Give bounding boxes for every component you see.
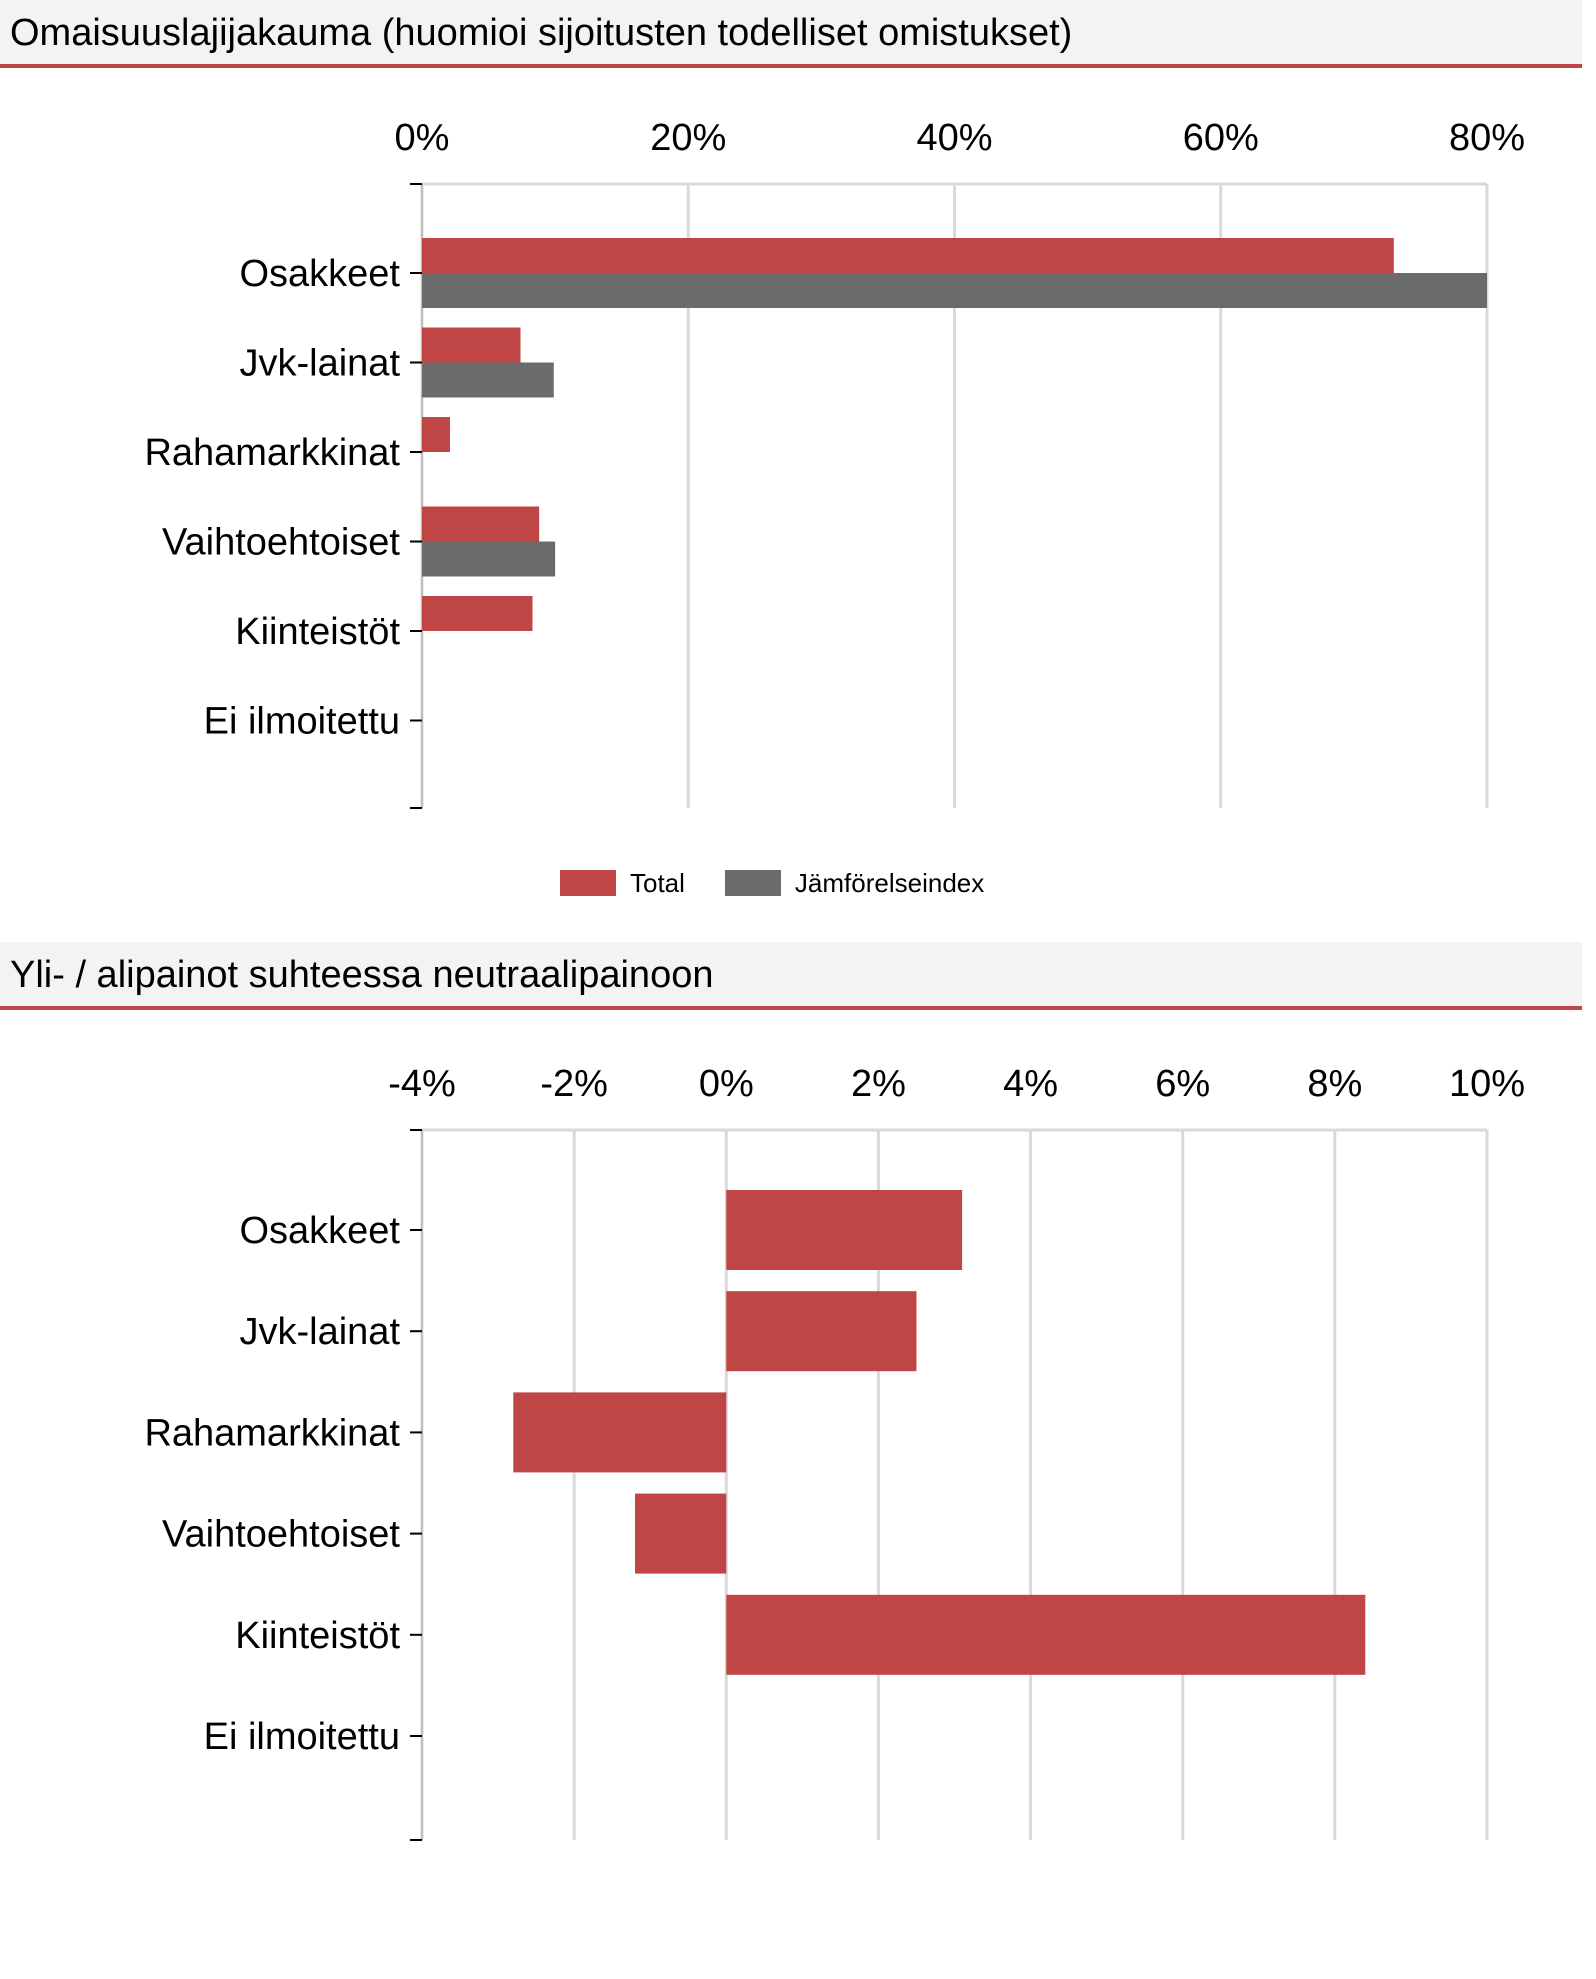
chart1-category-label: Vaihtoehtoiset bbox=[161, 521, 400, 564]
chart2-category-label: Ei ilmoitettu bbox=[203, 1716, 400, 1758]
chart1-tick-label: 40% bbox=[916, 117, 993, 159]
chart1-category-label: Ei ilmoitettu bbox=[203, 700, 400, 743]
chart1-bar-total bbox=[422, 596, 532, 631]
chart1-tick-label: 20% bbox=[650, 117, 727, 159]
chart2-bar-total bbox=[726, 1595, 1365, 1675]
chart2-tick-label: -2% bbox=[540, 1063, 608, 1105]
chart1-bar-total bbox=[422, 238, 1394, 273]
chart1-category-label: Rahamarkkinat bbox=[144, 432, 400, 474]
chart1-bar-jämförelseindex bbox=[422, 273, 1487, 308]
chart1-bar-jämförelseindex bbox=[422, 363, 554, 398]
chart1-category-label: Kiinteistöt bbox=[235, 611, 400, 653]
chart2-title: Yli- / alipainot suhteessa neutraalipainoon bbox=[10, 954, 714, 996]
chart2-bar-total bbox=[635, 1494, 726, 1574]
chart1-bar-total bbox=[422, 328, 521, 363]
chart2-tick-label: 10% bbox=[1448, 1063, 1526, 1105]
chart2-category-label: Vaihtoehtoiset bbox=[161, 1513, 400, 1556]
allocation-chart bbox=[0, 0, 1596, 940]
legend-swatch-total bbox=[560, 870, 616, 896]
chart1-tick-label: 60% bbox=[1182, 117, 1259, 159]
chart1-title: Omaisuuslajijakauma (huomioi sijoitusten todelliset omistukset) bbox=[10, 12, 1073, 54]
chart1-category-label: Osakkeet bbox=[239, 253, 400, 295]
chart1-bar-total bbox=[422, 417, 450, 452]
chart1-tick-label: 0% bbox=[394, 117, 450, 159]
chart2-tick-label: 6% bbox=[1155, 1063, 1211, 1105]
legend-label-benchmark: Jämförelseindex bbox=[794, 867, 985, 898]
chart2-tick-label: -4% bbox=[388, 1063, 456, 1105]
legend-swatch-benchmark bbox=[725, 870, 781, 896]
chart1-bar-jämförelseindex bbox=[422, 542, 555, 577]
chart2-bar-total bbox=[513, 1392, 726, 1472]
chart2-tick-label: 4% bbox=[1003, 1063, 1059, 1105]
chart2-bar-total bbox=[726, 1190, 962, 1270]
legend-item-total bbox=[560, 868, 685, 899]
chart2-tick-label: 8% bbox=[1307, 1063, 1363, 1105]
chart1-bar-total bbox=[422, 507, 539, 542]
chart2-tick-label: 2% bbox=[850, 1063, 906, 1105]
legend-item-benchmark bbox=[725, 868, 984, 899]
chart2-category-label: Osakkeet bbox=[239, 1210, 400, 1252]
chart2-header bbox=[0, 942, 1582, 1010]
chart2-category-label: Rahamarkkinat bbox=[144, 1412, 400, 1455]
legend-label-total: Total bbox=[630, 867, 685, 898]
chart2-tick-label: 0% bbox=[698, 1063, 754, 1105]
chart1-legend bbox=[560, 868, 1024, 898]
chart1-tick-label: 80% bbox=[1448, 117, 1526, 159]
chart2-bar-total bbox=[726, 1291, 916, 1371]
chart1-category-label: Jvk-lainat bbox=[239, 342, 400, 385]
chart2-category-label: Jvk-lainat bbox=[239, 1311, 400, 1354]
chart2-category-label: Kiinteistöt bbox=[235, 1614, 400, 1657]
